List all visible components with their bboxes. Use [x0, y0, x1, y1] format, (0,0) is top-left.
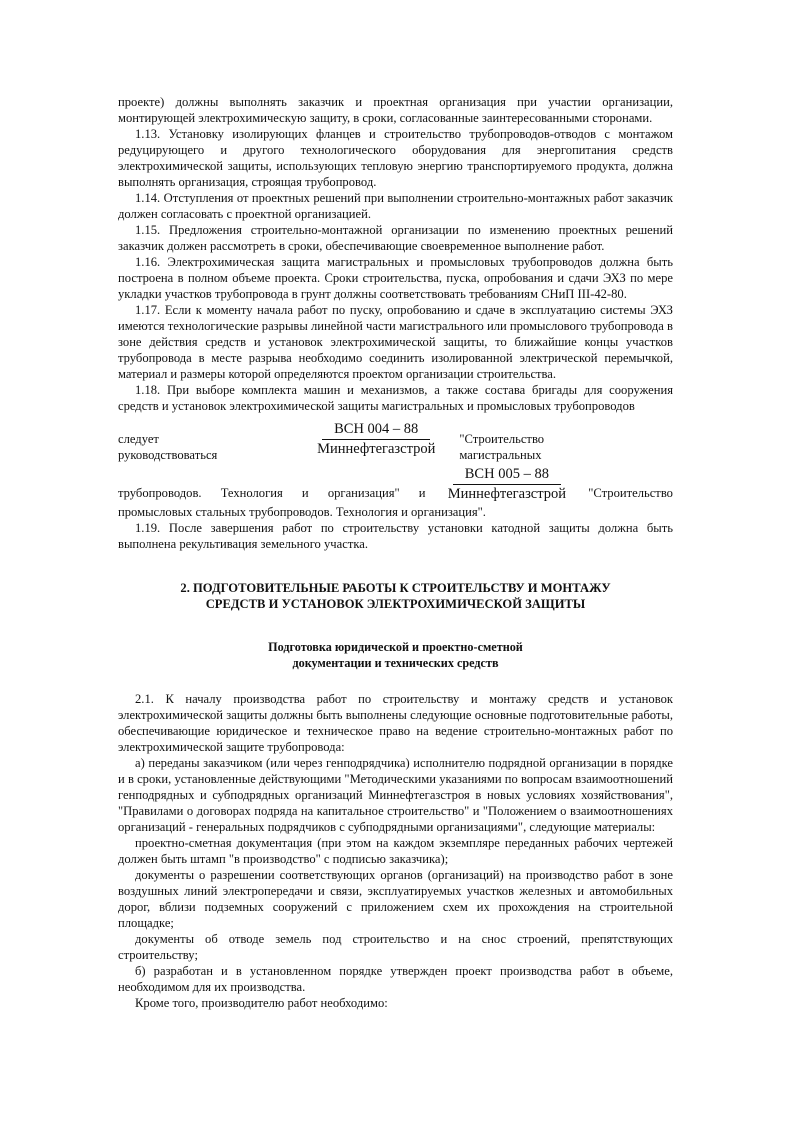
- paragraph-1-14: 1.14. Отступления от проектных решений при выполнении строительно-монтажных работ заказчик должен согласовать с проектной организацией.: [118, 191, 673, 221]
- paragraph-permits: документы о разрешении соответствующих органов (организаций) на производство работ в зоне воздушных линий электропередачи и связи, эксплуатируемых участков железных и автомобильных дорог, вблизи подземных сооружений с приложением схем их прохождения на строительной площадке;: [118, 868, 673, 930]
- sub-heading-line-1: Подготовка юридической и проектно-сметной: [268, 640, 523, 654]
- formula-2-after: "Строительство: [588, 485, 673, 500]
- paragraph-1-17: 1.17. Если к моменту начала работ по пуску, опробованию и сдаче в эксплуатацию системы ЭХЗ имеются технологические разрывы линейной части магистрального или промыслового трубопровода в зоне действия средств и установок электрохимической защиты, то ближайшие концы участков трубопровода в месте разрыва необходимо соединить изолированной электрической перемычкой, материал и размеры которой определяются проектом организации строительства.: [118, 303, 673, 381]
- paragraph-1-16: 1.16. Электрохимическая защита магистральных и промысловых трубопроводов должна быть построена в полном объеме проекта. Сроки строительства, пуска, опробования и сдачи ЭХЗ по мере укладки участков трубопровода в грунт должны соответствовать требованиям СНиП III-42-80.: [118, 255, 673, 301]
- fraction-numerator: ВСН 004 – 88: [322, 420, 430, 440]
- paragraph-item-b: б) разработан и в установленном порядке утвержден проект производства работ в объеме, необходимом для их производства.: [118, 964, 673, 994]
- sub-heading: [118, 639, 673, 671]
- paragraph: промысловых стальных трубопроводов. Технология и организация".: [118, 505, 486, 519]
- formula-2-before: трубопроводов. Технология и организация" и: [118, 485, 426, 500]
- paragraph-2-1: 2.1. К началу производства работ по строительству и монтажу средств и установок электрохимической защиты должны быть выполнены следующие основные подготовительные работы, обеспечивающие юридическое и техническое право на ведение строительно-монтажных работ по электрохимической защите трубопровода:: [118, 692, 673, 754]
- formula-line-2: [118, 465, 673, 504]
- paragraph-item-a: а) переданы заказчиком (или через генподрядчика) исполнителю подрядной организации в порядке и в сроки, установленные действующими "Методическими указаниями по вопросам взаимоотношений генподрядных и субподрядных организаций Миннефтегазстроя в новых условиях хозяйствования", "Правилами о договорах подряда на капитальное строительство" и "Положением о взаимоотношениях организаций - генеральных подрядчиков с субподрядными организациями", следующие материалы:: [118, 756, 673, 834]
- paragraph-1-13: 1.13. Установку изолирующих фланцев и строительство трубопроводов-отводов с монтажом редуцирующего и другого технологического оборудования для энергопитания средств электрохимической защиты, использующих тепловую энергию транспортируемого продукта, должна выполнять организация, строящая трубопровод.: [118, 127, 673, 189]
- paragraph-land-allocation: документы об отводе земель под строительство и на снос строений, препятствующих строительству;: [118, 932, 673, 962]
- formula-1-before: следует руководствоваться: [118, 432, 218, 462]
- document-page: [118, 94, 673, 1011]
- paragraph-design-docs: проектно-сметная документация (при этом на каждом экземпляре переданных рабочих чертежей должен быть штамп "в производство" с подписью заказчика);: [118, 836, 673, 866]
- formula-1-after: "Строительство магистральных: [459, 432, 545, 462]
- paragraph-1-15: 1.15. Предложения строительно-монтажной организации по изменению проектных решений заказчик должен рассмотреть в сроки, обеспечивающие своевременное выполнение работ.: [118, 223, 673, 253]
- fraction-vsn-004: [305, 420, 447, 459]
- paragraph: проекте) должны выполнять заказчик и проектная организация при участии организации, монтирующей электрохимическую защиту, в сроки, согласованные заинтересованными сторонами.: [118, 95, 673, 125]
- formula-line-1: [118, 415, 673, 463]
- section-heading-line-1: 2. ПОДГОТОВИТЕЛЬНЫЕ РАБОТЫ К СТРОИТЕЛЬСТВУ И МОНТАЖУ: [180, 581, 611, 595]
- paragraph-1-19: 1.19. После завершения работ по строительству установки катодной защиты должна быть выполнена рекультивация земельного участка.: [118, 521, 673, 551]
- paragraph-additionally: Кроме того, производителю работ необходимо:: [135, 996, 388, 1010]
- fraction-denominator: Миннефтегазстрой: [447, 486, 567, 502]
- fraction-vsn-005: [436, 465, 578, 504]
- sub-heading-line-2: документации и технических средств: [292, 656, 499, 670]
- section-heading-line-2: СРЕДСТВ И УСТАНОВОК ЭЛЕКТРОХИМИЧЕСКОЙ ЗАЩИТЫ: [205, 597, 586, 611]
- fraction-denominator: Миннефтегазстрой: [317, 440, 436, 457]
- paragraph-1-18: 1.18. При выборе комплекта машин и механизмов, а также состава бригады для сооружения средств и установок электрохимической защиты магистральных и промысловых трубопроводов: [118, 383, 673, 413]
- fraction-numerator: ВСН 005 – 88: [453, 465, 561, 485]
- section-heading: [118, 580, 673, 612]
